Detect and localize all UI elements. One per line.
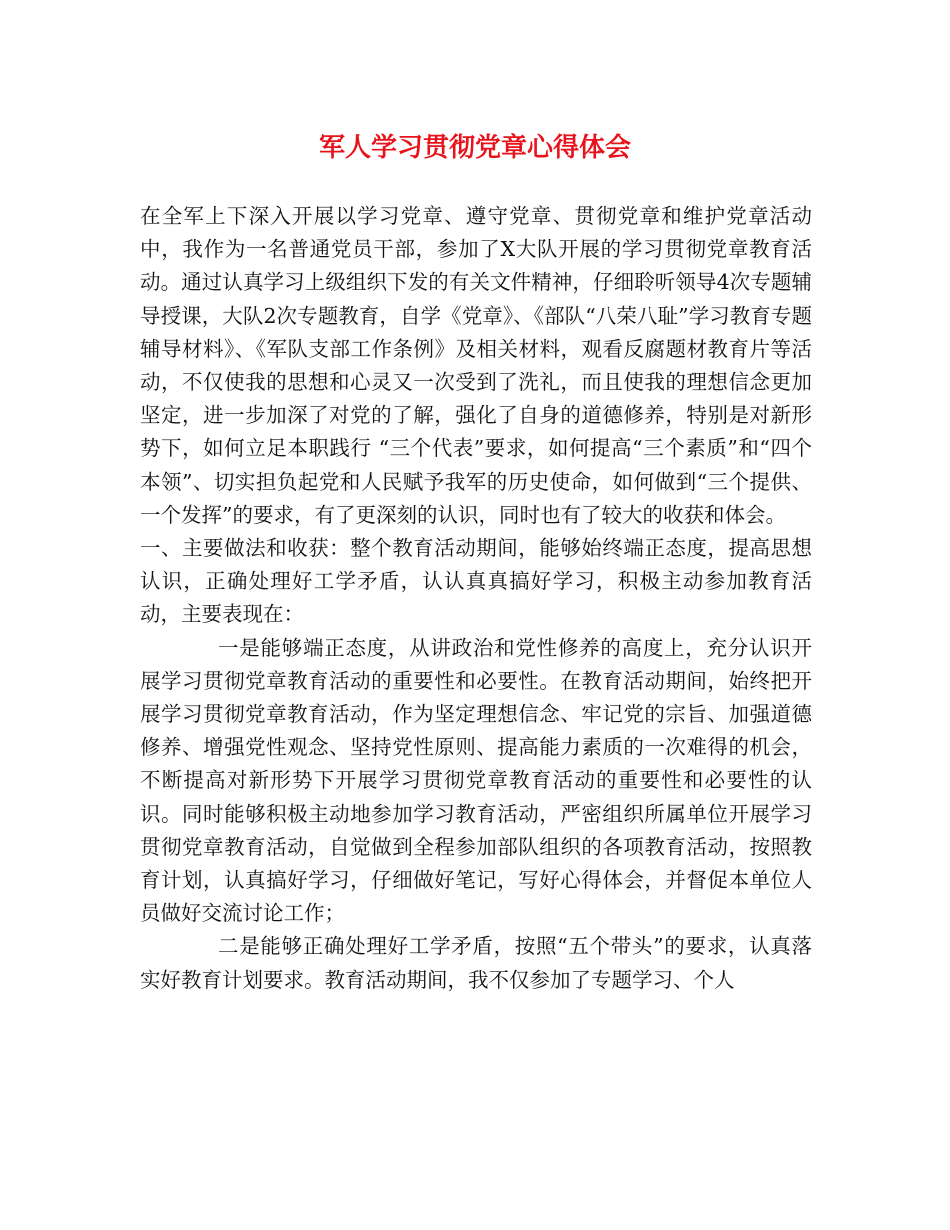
paragraph-section-one-heading: 一、主要做法和收获：整个教育活动期间，能够始终端正态度，提高思想认识，正确处理好工学矛盾，认认真真搞好学习，积极主动参加教育活动，主要表现在： bbox=[140, 536, 812, 627]
paragraph-point-two: 二是能够正确处理好工学矛盾，按照“五个带头”的要求，认真落实好教育计划要求。教育活动期间，我不仅参加了专题学习、个人 bbox=[140, 934, 812, 992]
paragraph-point-one: 一是能够端正态度，从讲政治和党性修养的高度上，充分认识开展学习贯彻党章教育活动的重要性和必要性。在教育活动期间，始终把开展学习贯彻党章教育活动，作为坚定理想信念、牢记党的宗旨、加强道德修养、增强党性观念、坚持党性原则、提高能力素质的一次难得的机会，不断提高对新形势下开展学习贯彻党章教育活动的重要性和必要性的认识。同时能够积极主动地参加学习教育活动，严密组织所属单位开展学习贯彻党章教育活动，自觉做到全程参加部队组织的各项教育活动，按照教育计划，认真搞好学习，仔细做好笔记，写好心得体会，并督促本单位人员做好交流讨论工作； bbox=[140, 635, 812, 926]
document-title: 军人学习贯彻党章心得体会 bbox=[318, 133, 631, 163]
paragraph-intro: 在全军上下深入开展以学习党章、遵守党章、贯彻党章和维护党章活动中，我作为一名普通党员干部，参加了X大队开展的学习贯彻党章教育活动。通过认真学习上级组织下发的有关文件精神，仔细聆听领导4次专题辅导授课，大队2次专题教育，自学《党章》、《部队“八荣八耻”学习教育专题辅导材料》、《军队支部工作条例》及相关材料，观看反腐题材教育片等活动，不仅使我的思想和心灵又一次受到了洗礼，而且使我的理想信念更加坚定，进一步加深了对党的了解，强化了自身的道德修养，特别是对新形势下，如何立足本职践行 “三个代表”要求，如何提高“三个素质”和“四个本领”、切实担负起党和人民赋予我军的历史使命，如何做到“三个提供、一个发挥”的要求，有了更深刻的认识，同时也有了较大的收获和体会。 bbox=[140, 204, 812, 527]
document-body bbox=[140, 200, 812, 997]
